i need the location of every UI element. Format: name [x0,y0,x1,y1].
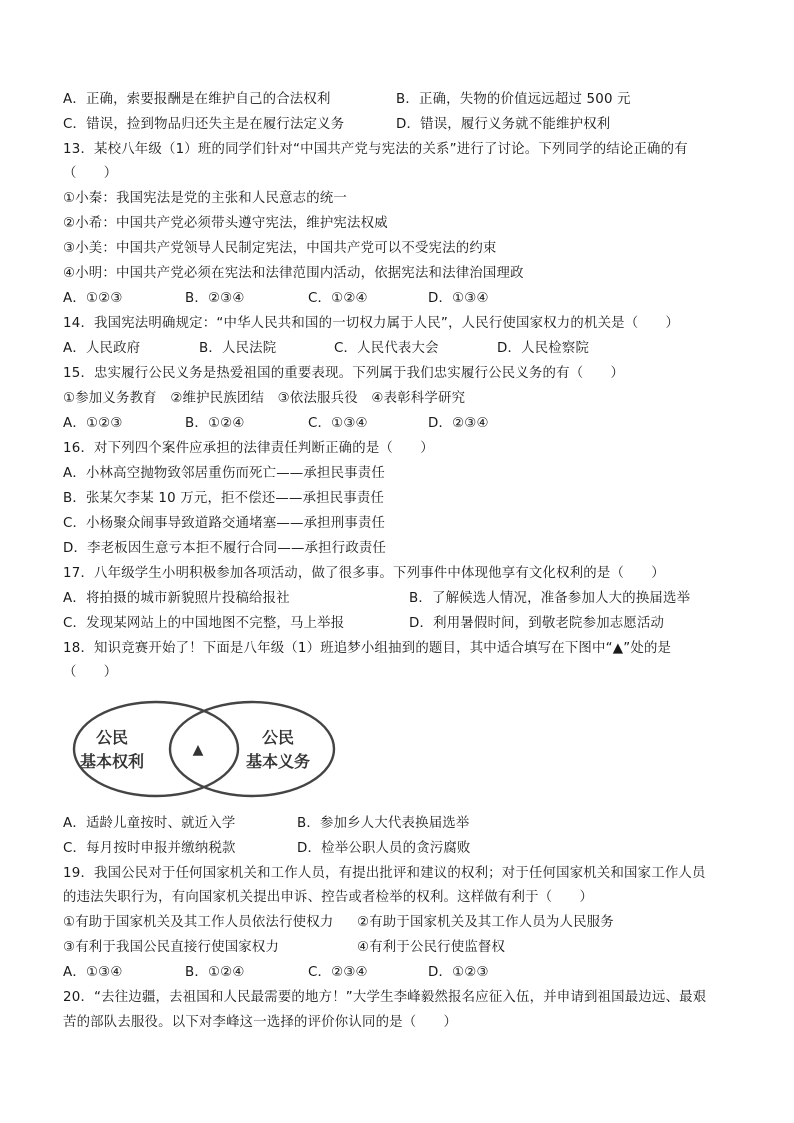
q13-option-b: B．②③④ [185,291,245,306]
q13-option-c: C．①②④ [308,291,368,306]
q18-stem-line1: 18．知识竞赛开始了！下面是八年级（1）班追梦小组抽到的题目，其中适合填写在下图中“▲”处的是 [63,641,672,656]
q12-option-a: A．正确，索要报酬是在维护自己的合法权利 [63,92,331,107]
q15-option-d: D．②③④ [428,416,489,431]
q13-statement-4: ④小明：中国共产党必须在宪法和法律范围内活动，依据宪法和法律治国理政 [63,266,524,281]
q16-option-c: C．小杨聚众闹事导致道路交通堵塞——承担刑事责任 [63,516,386,531]
venn-diagram [70,698,340,802]
q19-option-c: C．②③④ [308,965,368,980]
q12-option-d: D．错误，履行义务就不能维护权利 [396,117,611,132]
q19-stem-line2: 的违法失职行为，有向国家机关提出申诉、控告或者检举的权利。这样做有利于（ ） [63,890,594,905]
q19-statement-2: ②有助于国家机关及其工作人员为人民服务 [357,915,614,930]
q18-option-b: B．参加乡人大代表换届选举 [297,816,470,831]
q14-option-a: A．人民政府 [63,341,141,356]
q15-stem: 15．忠实履行公民义务是热爱祖国的重要表现。下列属于我们忠实履行公民义务的有（ ） [63,366,625,381]
q19-option-a: A．①③④ [63,965,123,980]
q14-stem: 14．我国宪法明确规定：“中华人民共和国的一切权力属于人民”，人民行使国家权力的机关是（ ） [63,316,680,331]
q17-option-b: B．了解候选人情况，准备参加人大的换届选举 [409,591,691,606]
q13-statement-1: ①小秦：我国宪法是党的主张和人民意志的统一 [63,191,348,206]
q15-option-a: A．①②③ [63,416,123,431]
q19-stem-line1: 19．我国公民对于任何国家机关和工作人员，有提出批评和建议的权利；对于任何国家机关和国家工作人员 [63,866,706,881]
q19-option-b: B．①②④ [185,965,245,980]
q20-stem-line1: 20．“去往边疆，去祖国和人民最需要的地方！”大学生李峰毅然报名应征入伍，并申请到祖国最边远、最艰 [63,990,707,1005]
q18-option-c: C．每月按时申报并缴纳税款 [63,841,236,856]
q17-stem: 17．八年级学生小明积极参加各项活动，做了很多事。下列事件中体现他享有文化权利的是（ ） [63,566,665,581]
q20-stem-line2: 苦的部队去服役。以下对李峰这一选择的评价你认同的是（ ） [63,1015,458,1030]
venn-right-label-2: 基本义务 [245,752,311,771]
q13-option-a: A．①②③ [63,291,123,306]
q17-option-d: D．利用暑假时间，到敬老院参加志愿活动 [409,616,665,631]
q19-statement-3: ③有利于我国公民直接行使国家权力 [63,940,280,955]
q12-option-b: B．正确，失物的价值远远超过 500 元 [396,92,631,107]
q13-statement-3: ③小美：中国共产党领导人民制定宪法，中国共产党可以不受宪法的约束 [63,241,497,256]
q18-option-d: D．检举公职人员的贪污腐败 [297,841,471,856]
q19-statement-4: ④有利于公民行使监督权 [357,940,506,955]
q19-statement-1: ①有助于国家机关及其工作人员依法行使权力 [63,915,334,930]
venn-left-label-1: 公民 [95,728,129,747]
q13-option-d: D．①③④ [428,291,489,306]
q13-stem-line2: （ ） [63,166,118,181]
q16-option-d: D．李老板因生意亏本拒不履行合同——承担行政责任 [63,541,387,556]
q12-option-c: C．错误，捡到物品归还失主是在履行法定义务 [63,117,345,132]
q17-option-c: C．发现某网站上的中国地图不完整，马上举报 [63,616,345,631]
q18-option-a: A．适龄儿童按时、就近入学 [63,816,236,831]
q15-option-c: C．①③④ [308,416,368,431]
q15-items: ①参加义务教育 ②维护民族团结 ③依法服兵役 ④表彰科学研究 [63,391,466,406]
q14-option-d: D．人民检察院 [497,341,590,356]
q16-option-b: B．张某欠李某 10 万元，拒不偿还——承担民事责任 [63,491,385,506]
q14-option-c: C．人民代表大会 [334,341,439,356]
venn-center-mark: ▲ [192,742,204,758]
q17-option-a: A．将拍摄的城市新貌照片投稿给报社 [63,591,290,606]
q15-option-b: B．①②④ [185,416,245,431]
venn-left-circle [74,702,238,796]
q16-option-a: A．小林高空抛物致邻居重伤而死亡——承担民事责任 [63,466,385,481]
q19-option-d: D．①②③ [428,965,489,980]
venn-left-label-2: 基本权利 [79,752,145,771]
q18-stem-line2: （ ） [63,665,118,680]
q14-option-b: B．人民法院 [199,341,277,356]
q16-stem: 16．对下列四个案件应承担的法律责任判断正确的是（ ） [63,441,434,456]
q13-statement-2: ②小希：中国共产党必须带头遵守宪法，维护宪法权威 [63,216,388,231]
q13-stem-line1: 13．某校八年级（1）班的同学们针对“中国共产党与宪法的关系”进行了讨论。下列同学的结论正确的有 [63,142,688,157]
venn-right-label-1: 公民 [261,728,295,747]
